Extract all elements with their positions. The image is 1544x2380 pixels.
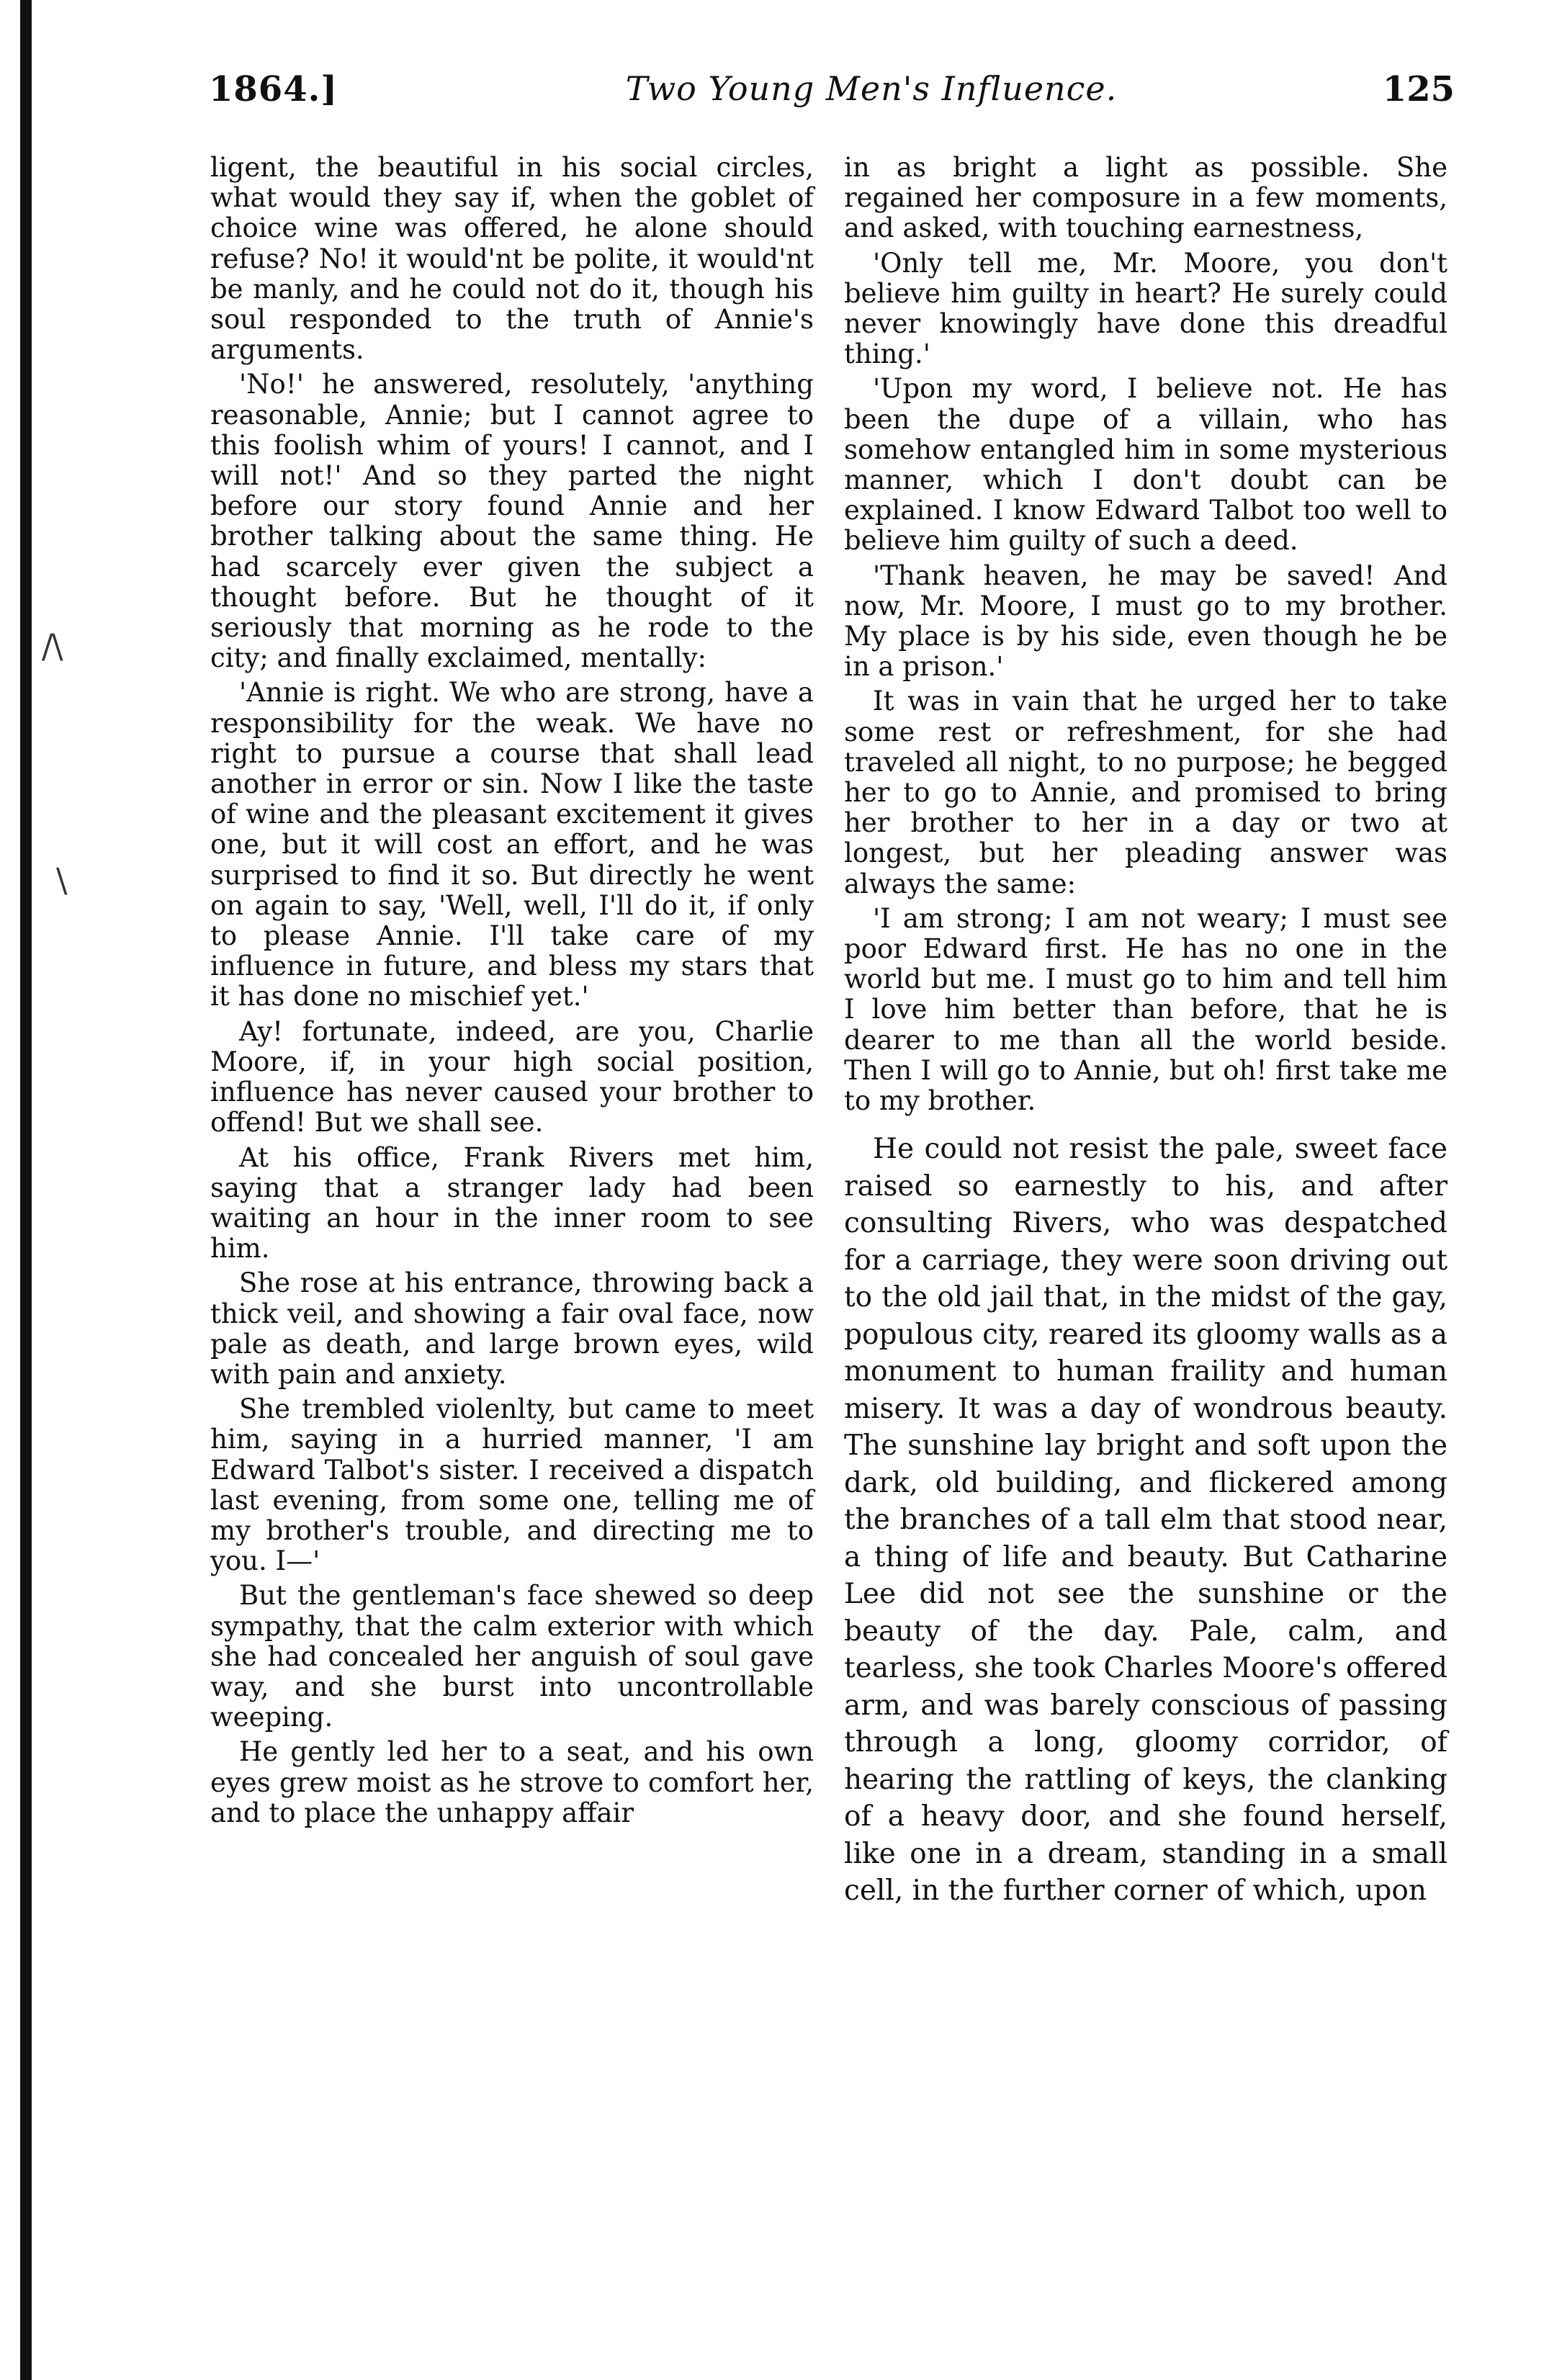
paragraph: ligent, the beautiful in his social circles, what would they say if, when the goblet of choice wine was offered, he alone should refuse? No! it would'nt be polite, it would'nt be manly, and he could not do it, though his soul responded to the truth of Annie's arguments. (210, 152, 814, 366)
page-binding-edge (20, 0, 32, 2380)
right-column (844, 153, 1448, 1914)
page-number: 125 (1382, 69, 1455, 109)
paragraph: He could not resist the pale, sweet face raised so earnestly to his, and after consulting Rivers, who was despatched for a carriage, they were soon driving out to the old jail that, in the midst of the gay, populous city, reared its gloomy walls as a monument to human fraility and human misery. It was a day of wondrous beauty. The sunshine lay bright and soft upon the dark, old building, and flickered among the branches of a tall elm that stood near, a thing of life and beauty. But Catharine Lee did not see the sunshine or the beauty of the day. Pale, calm, and tearless, she took Charles Moore's offered arm, and was barely conscious of passing through a long, gloomy corridor, of hearing the rattling of keys, the clanking of a heavy door, and she found herself, like one in a dream, standing in a small cell, in the further corner of which, upon (844, 1133, 1448, 1908)
edge-mark: \ (52, 627, 63, 665)
paragraph: He gently led her to a seat, and his own eyes grew moist as he strove to comfort her, and to place the unhappy affair (210, 1736, 814, 1828)
paragraph: 'Only tell me, Mr. Moore, you don't believe him guilty in heart? He surely could never knowingly have done this dreadful thing.' (844, 247, 1448, 370)
paragraph: 'I am strong; I am not weary; I must see poor Edward first. He has no one in the world but me. I must go to him and tell him I love him better than before, that he is dearer to me than all the world beside. Then I will go to Annie, but oh! first take me to my brother. (844, 902, 1448, 1117)
paragraph: At his office, Frank Rivers met him, saying that a stranger lady had been waiting an hour in the inner room to see him. (210, 1141, 814, 1265)
edge-mark: \ (56, 861, 68, 899)
running-title: Two Young Men's Influence. (625, 69, 1118, 108)
page-header (209, 69, 1455, 127)
paragraph: But the gentleman's face shewed so deep sympathy, that the calm exterior with which she had concealed her anguish of soul gave way, and she burst into uncontrollable weeping. (210, 1580, 814, 1733)
edge-mark: / (42, 627, 53, 665)
paragraph: She rose at his entrance, throwing back a thick veil, and showing a fair oval face, now pale as death, and large brown eyes, wild with pain and anxiety. (210, 1267, 814, 1390)
paragraph: 'Upon my word, I believe not. He has been the dupe of a villain, who has somehow entangled him in some mysterious manner, which I don't doubt can be explained. I know Edward Talbot too well to believe him guilty of such a deed. (844, 373, 1448, 557)
header-year: 1864.] (209, 69, 338, 109)
paragraph: 'Thank heaven, he may be saved! And now, Mr. Moore, I must go to my brother. My place is by his side, even though he be in a prison.' (844, 560, 1448, 683)
paragraph: Ay! fortunate, indeed, are you, Charlie Moore, if, in your high social position, influence has never caused your brother to offend! But we shall see. (210, 1015, 814, 1139)
left-column (210, 153, 814, 1833)
paragraph: It was in vain that he urged her to take some rest or refreshment, for she had traveled all night, to no purpose; he begged her to go to Annie, and promised to bring her brother to her in a day or two at longest, but her pleading answer was always the same: (844, 686, 1448, 899)
paragraph: 'Annie is right. We who are strong, have a responsibility for the weak. We have no right to pursue a course that shall lead another in error or sin. Now I like the taste of wine and the pleasant excitement it gives one, but it will cost an effort, and he was surprised to find it so. But directly he went on again to say, 'Well, well, I'll do it, if only to please Annie. I'll take care of my influence in future, and bless my stars that it has done no mischief yet.' (210, 677, 814, 1012)
paragraph: 'No!' he answered, resolutely, 'anything reasonable, Annie; but I cannot agree to this foolish whim of yours! I cannot, and I will not!' And so they parted the night before our story found Annie and her brother talking about the same thing. He had scarcely ever given the subject a thought before. But he thought of it seriously that morning as he rode to the city; and finally exclaimed, mentally: (210, 369, 814, 674)
paragraph: in as bright a light as possible. She regained her composure in a few moments, and asked, with touching earnestness, (844, 152, 1448, 244)
paragraph: She trembled violenlty, but came to meet him, saying in a hurried manner, 'I am Edward Talbot's sister. I received a dispatch last evening, from some one, telling me of my brother's trouble, and directing me to you. I—' (210, 1393, 814, 1577)
